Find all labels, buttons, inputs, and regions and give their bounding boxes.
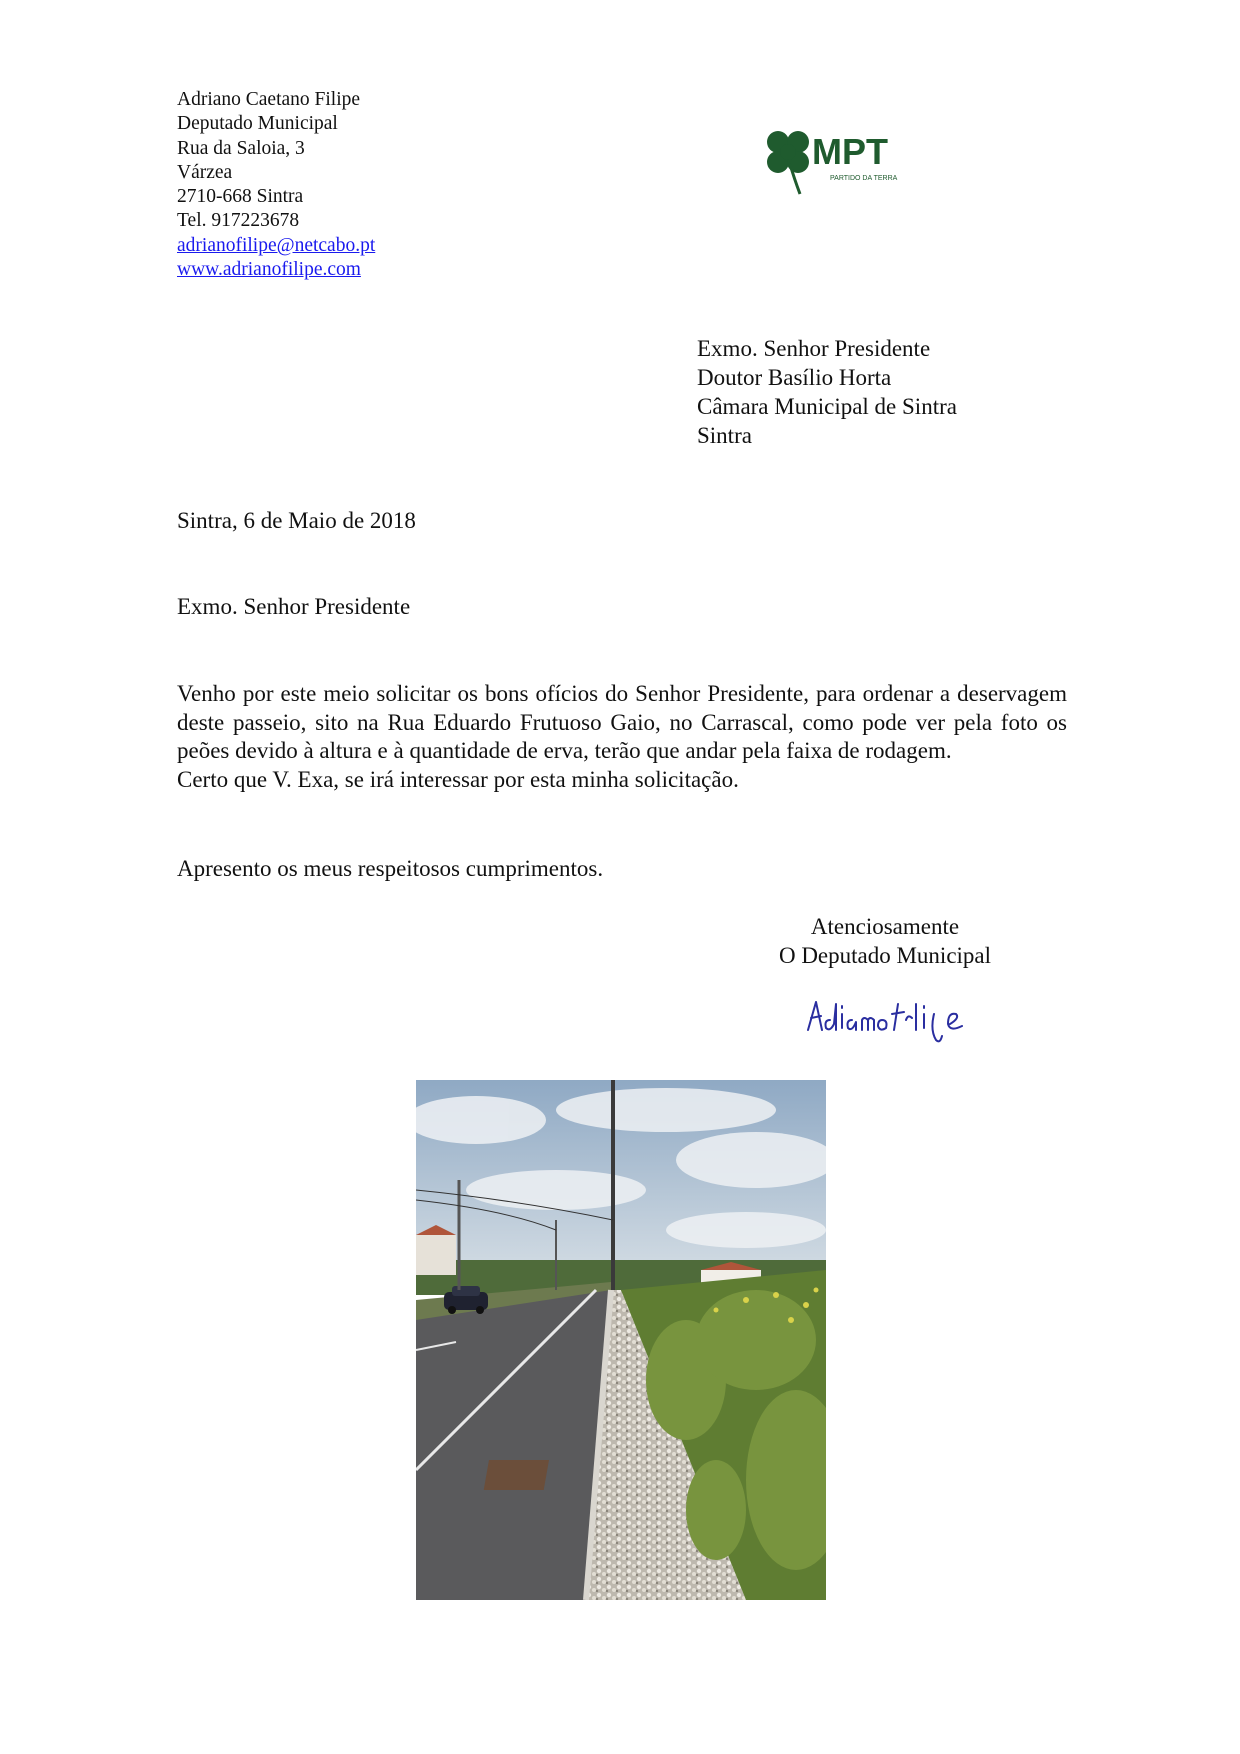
signoff-line-2: O Deputado Municipal bbox=[778, 943, 992, 968]
body-paragraph-1: Venho por este meio solicitar os bons ofícios do Senhor Presidente, para ordenar a deservagem deste passeio, sito na Rua Eduardo Frutuoso Gaio, no Carrascal, como pode ver pela foto os peões devido à altura e à quantidade de erva, terão que andar pela faixa de rodagem. bbox=[177, 681, 1067, 764]
body-paragraph-2: Certo que V. Exa, se irá interessar por esta minha solicitação. bbox=[177, 766, 739, 792]
sender-name: Adriano Caetano Filipe bbox=[177, 89, 361, 110]
letter-date: Sintra, 6 de Maio de 2018 bbox=[177, 508, 416, 533]
manhole bbox=[484, 1460, 549, 1490]
house-left bbox=[416, 1235, 456, 1275]
handwritten-signature bbox=[800, 990, 1000, 1046]
sender-locality: Várzea bbox=[177, 161, 233, 183]
logo-tagline: PARTIDO DA TERRA bbox=[830, 175, 898, 182]
sender-block bbox=[177, 88, 375, 282]
sender-email-link[interactable]: adrianofilipe@netcabo.pt bbox=[177, 234, 376, 256]
closing-regards: Apresento os meus respeitosos cumprimentos. bbox=[177, 856, 604, 881]
sender-postal: 2710-668 Sintra bbox=[177, 186, 304, 208]
salutation: Exmo. Senhor Presidente bbox=[177, 594, 411, 619]
recipient-line-4: Sintra bbox=[697, 423, 752, 448]
letter-body bbox=[177, 680, 1067, 794]
signoff-line-1: Atenciosamente bbox=[810, 914, 960, 939]
four-leaf-clover-icon bbox=[767, 131, 809, 194]
mpt-logo bbox=[760, 124, 910, 196]
sender-website-link[interactable]: www.adrianofilipe.com bbox=[177, 259, 361, 281]
sender-street: Rua da Saloia, 3 bbox=[177, 137, 305, 159]
overgrown-sidewalk-photo bbox=[416, 1080, 826, 1600]
recipient-line-2: Doutor Basílio Horta bbox=[697, 365, 892, 390]
sender-role: Deputado Municipal bbox=[177, 113, 338, 135]
sender-phone: Tel. 917223678 bbox=[177, 210, 300, 232]
recipient-line-3: Câmara Municipal de Sintra bbox=[697, 394, 957, 419]
signoff-block bbox=[760, 912, 1010, 970]
recipient-block bbox=[697, 334, 957, 450]
recipient-line-1: Exmo. Senhor Presidente bbox=[697, 336, 931, 361]
logo-acronym: MPT bbox=[812, 131, 888, 172]
